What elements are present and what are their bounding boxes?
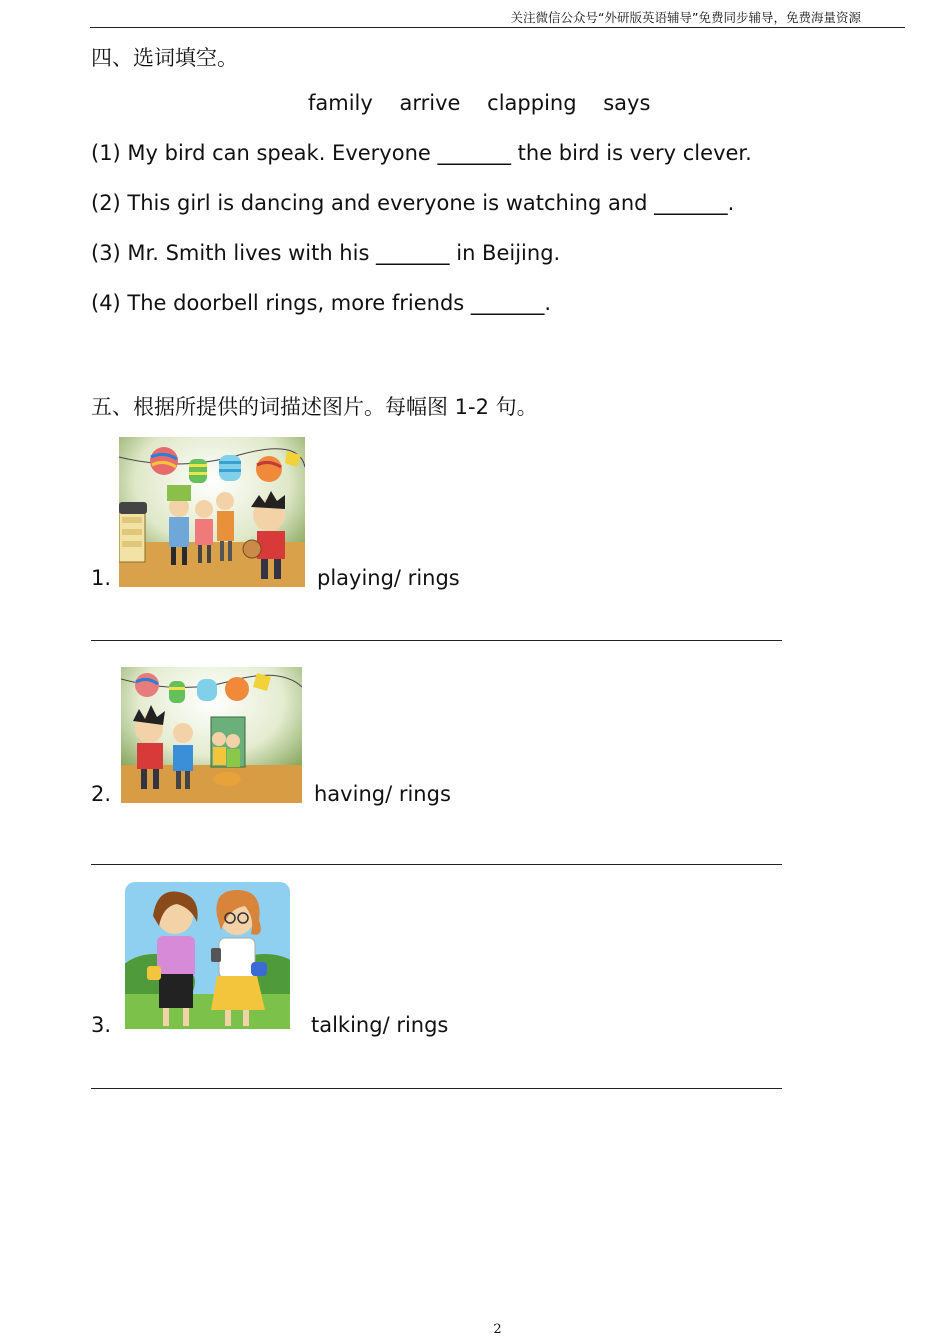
item-2-answer-line[interactable] [91, 864, 782, 865]
party-picture-2 [121, 667, 302, 803]
talking-picture-3 [125, 882, 290, 1029]
header-text: 关注微信公众号“外研版英语辅导”免费同步辅导，免费海量资源 [510, 10, 861, 25]
question-2: (2) This girl is dancing and everyone is watching and _______. [91, 191, 735, 215]
item-3-number: 3. [91, 1013, 112, 1037]
word-bank-item: family [308, 91, 373, 115]
item-3-answer-line[interactable] [91, 1088, 782, 1089]
page-header [90, 6, 905, 28]
word-bank [308, 91, 650, 115]
item-3-hint: talking/ rings [311, 1013, 449, 1037]
item-2-number: 2. [91, 782, 112, 806]
item-1-number: 1. [91, 566, 112, 590]
section5-title: 五、根据所提供的词描述图片。每幅图 1-2 句。 [91, 395, 538, 419]
item-1-answer-line[interactable] [91, 640, 782, 641]
word-bank-item: says [603, 91, 651, 115]
section4-title: 四、选词填空。 [91, 46, 238, 70]
item-2-hint: having/ rings [314, 782, 451, 806]
item-1-hint: playing/ rings [317, 566, 460, 590]
page-number: 2 [493, 1322, 502, 1337]
question-3: (3) Mr. Smith lives with his _______ in Beijing. [91, 241, 561, 265]
question-4: (4) The doorbell rings, more friends _______. [91, 291, 552, 315]
word-bank-item: arrive [399, 91, 461, 115]
word-bank-item: clapping [487, 91, 577, 115]
question-1: (1) My bird can speak. Everyone _______ the bird is very clever. [91, 141, 752, 165]
party-picture-1 [119, 437, 305, 587]
